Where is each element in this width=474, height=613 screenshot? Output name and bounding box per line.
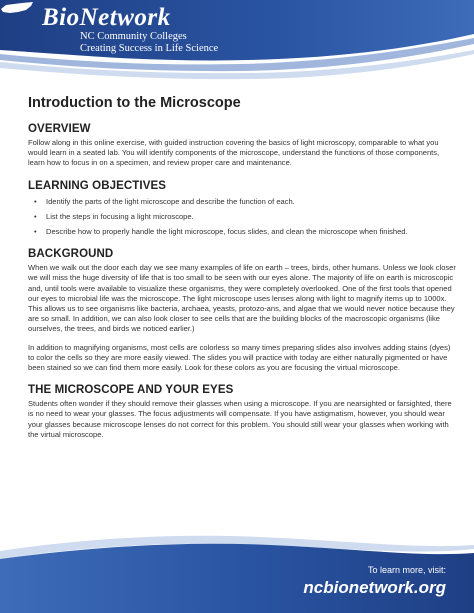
section-learning-objectives [28,179,458,238]
section-paragraph: When we walk out the door each day we see many examples of life on earth – trees, birds, other humans. Unless we look closer we will miss the huge diversity of life that is too small to be seen with our eyes alone. The majority of life on earth is microscopic and, until tools were available to visualize these organisms, they were completely overlooked. One of the first tools that opened our eyes to microbial life was the microscope. The light microscope uses lenses along with light to magnify items up to 1000x. This allows us to see organisms like bacteria, archaea, yeasts, protozo-ans, and algae that we would never notice because they are so small. In addition, we can also look closer to see cells that are the building blocks of the macroscopic organisms (like ourselves, the trees, and birds we noticed earlier.) [28,263,456,334]
section-paragraph: Follow along in this online exercise, with guided instruction covering the basics of light microscopy, comparable to what you would learn in a seated lab. You will identify components of the microscope, understand the functions of those components, learn how to focus in on a specimen, and review proper care and maintenance. [28,138,440,168]
bullet-icon: • [34,227,37,237]
section-paragraph: Students often wonder if they should remove their glasses when using a microscope. If you are nearsighted or farsighted, there is no need to wear your glasses. The focus adjustments will compensate. If you have astigmatism, however, you should wear your glasses because microscope lenses do not correct for this problem. You should still wear your glasses when working with the virtual microscope. [28,399,452,439]
list-item-text: List the steps in focusing a light microscope. [46,211,194,221]
list-item-text: Identify the parts of the light microscope and describe the function of each. [46,196,295,206]
header-banner [0,0,474,82]
brand-subtitle-1: NC Community Colleges [80,31,187,42]
list-item [34,211,458,222]
section-microscope-and-eyes [28,383,458,440]
section-overview [28,122,458,169]
document-body [28,94,458,448]
objectives-list [28,197,458,238]
footer-prompt-text: To learn more, visit: [367,565,446,575]
footer-banner [0,523,474,613]
brand-subtitle-2: Creating Success in Life Science [80,43,219,54]
nc-state-icon [0,0,34,16]
list-item [34,227,458,237]
section-paragraph: In addition to magnifying organisms, most cells are colorless so many times preparing slides also involves adding stains (dyes) to color the cells so they are more easily viewed. The slides you will practice with today are either naturally pigmented or have been stained so we can find them more easily. Look for these colors as you are focusing the virtual microscope. [28,342,451,373]
bullet-icon: • [34,211,37,221]
section-heading: THE MICROSCOPE AND YOUR EYES [28,384,234,397]
footer-website-link[interactable]: ncbionetwork.org [303,578,446,597]
section-heading: BACKGROUND [28,248,114,261]
bullet-icon: • [34,196,37,206]
brand-block [38,5,218,55]
page-title: Introduction to the Microscope [28,95,241,111]
section-heading: OVERVIEW [28,123,91,135]
section-background [28,247,458,373]
list-item-text: Describe how to properly handle the light microscope, focus slides, and clean the microscope when finished. [46,227,408,237]
list-item [34,196,458,207]
brand-logo-text: BioNetwork [42,4,171,31]
section-heading: LEARNING OBJECTIVES [28,179,167,192]
